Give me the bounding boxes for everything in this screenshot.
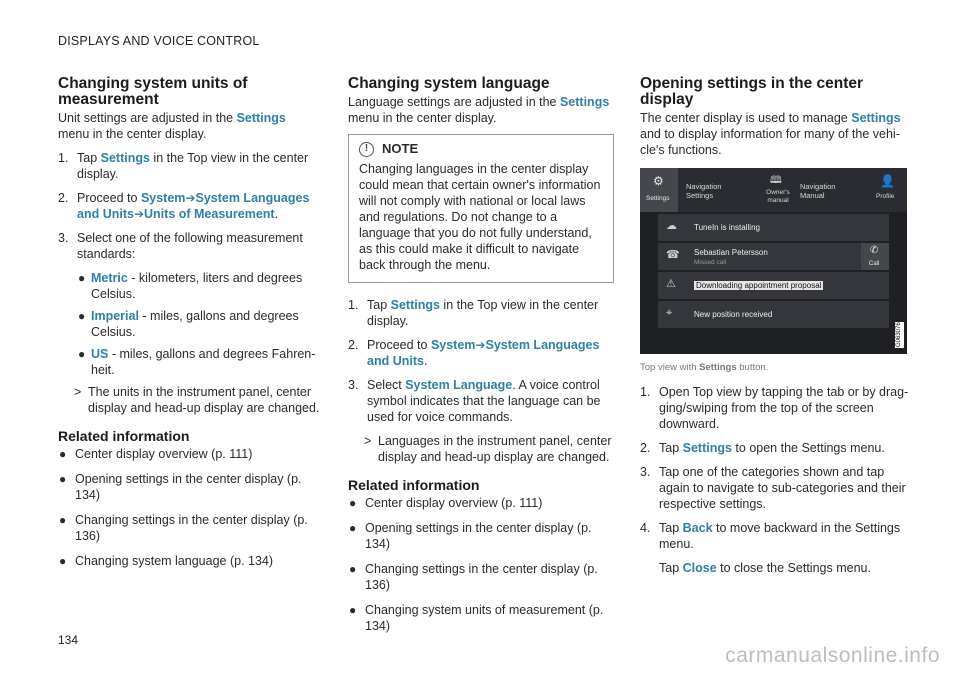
- section-system-language: [348, 76, 614, 643]
- related-heading: Related information: [348, 477, 480, 493]
- book-icon: 🕮: [770, 175, 782, 186]
- arrow-right-icon: ➔: [133, 207, 145, 221]
- notification-tunein[interactable]: ☁ TuneIn is installing: [658, 214, 889, 241]
- related-link[interactable]: ● Changing settings in the center display (p. 136): [59, 513, 308, 543]
- notification-position[interactable]: ⌖ New position received: [658, 301, 889, 328]
- section-title: Changing system units of measurement: [58, 75, 248, 108]
- section-title: Opening settings in the center display: [640, 75, 864, 108]
- related-link[interactable]: ● Changing system units of measurement (p. 134): [349, 603, 604, 633]
- related-link[interactable]: ● Opening settings in the center display (p. 134): [59, 472, 302, 502]
- center-display-screenshot: [640, 168, 907, 354]
- step-2: 2. Proceed to System➔System Languages and Units.: [348, 338, 600, 368]
- notification-missed-call[interactable]: ☎ Sebastian Petersson Missed call ✆ Call: [658, 243, 889, 270]
- note-box: [348, 134, 614, 283]
- step-1: 1. Open Top view by tapping the tab or by drag-ging/swiping from the top of the screen downward.: [640, 385, 909, 431]
- result-text: > The units in the instrument panel, center display and head-up display are changed.: [74, 385, 320, 415]
- profile-icon: 👤: [880, 174, 895, 188]
- phone-icon: ✆: [870, 245, 879, 256]
- figure-caption: Top view with Settings button.: [640, 362, 769, 373]
- step-3: 3. Select System Language. A voice control symbol indicates that the language can be used for voice commands.: [348, 378, 601, 424]
- step-4-continued: Tap Close to close the Settings menu.: [659, 561, 871, 575]
- running-header: DISPLAYS AND VOICE CONTROL: [58, 34, 260, 48]
- page-number: 134: [58, 633, 79, 647]
- related-link[interactable]: ● Changing system language (p. 134): [59, 554, 274, 568]
- step-3: 3. Tap one of the categories shown and tap again to navigate to sub-categories and their respective settings.: [640, 465, 906, 511]
- intro-paragraph: The center display is used to manage Settings and to display information for many of the vehi-cle's functions.: [640, 111, 901, 157]
- result-text: > Languages in the instrument panel, center display and head-up display are changed.: [364, 434, 612, 464]
- navigation-manual-item[interactable]: Navigation Manual: [800, 182, 836, 200]
- option-metric: ● Metric - kilometers, liters and degrees Celsius.: [78, 271, 303, 301]
- call-button[interactable]: ✆ Call: [861, 243, 889, 270]
- step-1: 1. Tap Settings in the Top view in the center display.: [58, 151, 309, 181]
- watermark: carmanualsonline.info: [725, 644, 940, 667]
- arrow-right-icon: ➔: [475, 338, 486, 352]
- notification-appointment[interactable]: ⚠ Downloading appointment proposal: [658, 272, 889, 299]
- step-2: 2. Proceed to System➔System Languages and Units➔Units of Measurement.: [58, 191, 310, 221]
- cloud-icon: ☁: [666, 220, 677, 232]
- note-title: NOTE: [382, 141, 419, 156]
- top-view-bar: [640, 168, 907, 212]
- info-icon: !: [359, 142, 374, 157]
- related-heading: Related information: [58, 428, 190, 444]
- settings-tab[interactable]: ⚙ Settings: [640, 168, 678, 212]
- related-link[interactable]: ● Center display overview (p. 111): [349, 496, 543, 510]
- option-imperial: ● Imperial - miles, gallons and degrees Celsius.: [78, 309, 299, 339]
- owners-manual-item[interactable]: Owner's manual: [766, 189, 790, 204]
- profile-item[interactable]: Profile: [876, 193, 895, 200]
- option-us: ● US - miles, gallons and degrees Fahren-heit.: [78, 347, 316, 377]
- step-1: 1. Tap Settings in the Top view in the center display.: [348, 298, 599, 328]
- step-2: 2. Tap Settings to open the Settings menu.: [640, 441, 885, 455]
- arrow-right-icon: ➔: [185, 191, 196, 205]
- calendar-warning-icon: ⚠: [666, 278, 676, 290]
- related-link[interactable]: ● Opening settings in the center display (p. 134): [349, 521, 592, 551]
- image-code: G063076: [896, 322, 902, 348]
- related-link[interactable]: ● Changing settings in the center display (p. 136): [349, 562, 598, 592]
- missed-call-icon: ☎: [666, 249, 680, 261]
- note-text: Changing languages in the center display could mean that certain owner's information will not comply with national or local laws and regulations. Do not change to a language that you do not fully understand, as this could make it difficult to navigate back through the menu.: [359, 162, 601, 272]
- intro-paragraph: Language settings are adjusted in the Settings menu in the center display.: [348, 95, 610, 125]
- intro-paragraph: Unit settings are adjusted in the Settings menu in the center display.: [58, 111, 286, 141]
- section-units-of-measurement: [58, 76, 320, 578]
- section-opening-settings: [640, 76, 912, 584]
- section-title: Changing system language: [348, 75, 550, 92]
- gear-icon: ⚙: [653, 174, 664, 188]
- related-link[interactable]: ● Center display overview (p. 111): [59, 447, 253, 461]
- step-4: 4. Tap Back to move backward in the Settings menu.: [640, 521, 901, 551]
- location-icon: ⌖: [666, 307, 673, 319]
- navigation-settings-item[interactable]: Navigation Settings: [686, 182, 722, 200]
- step-3: 3. Select one of the following measurement standards:: [58, 231, 303, 261]
